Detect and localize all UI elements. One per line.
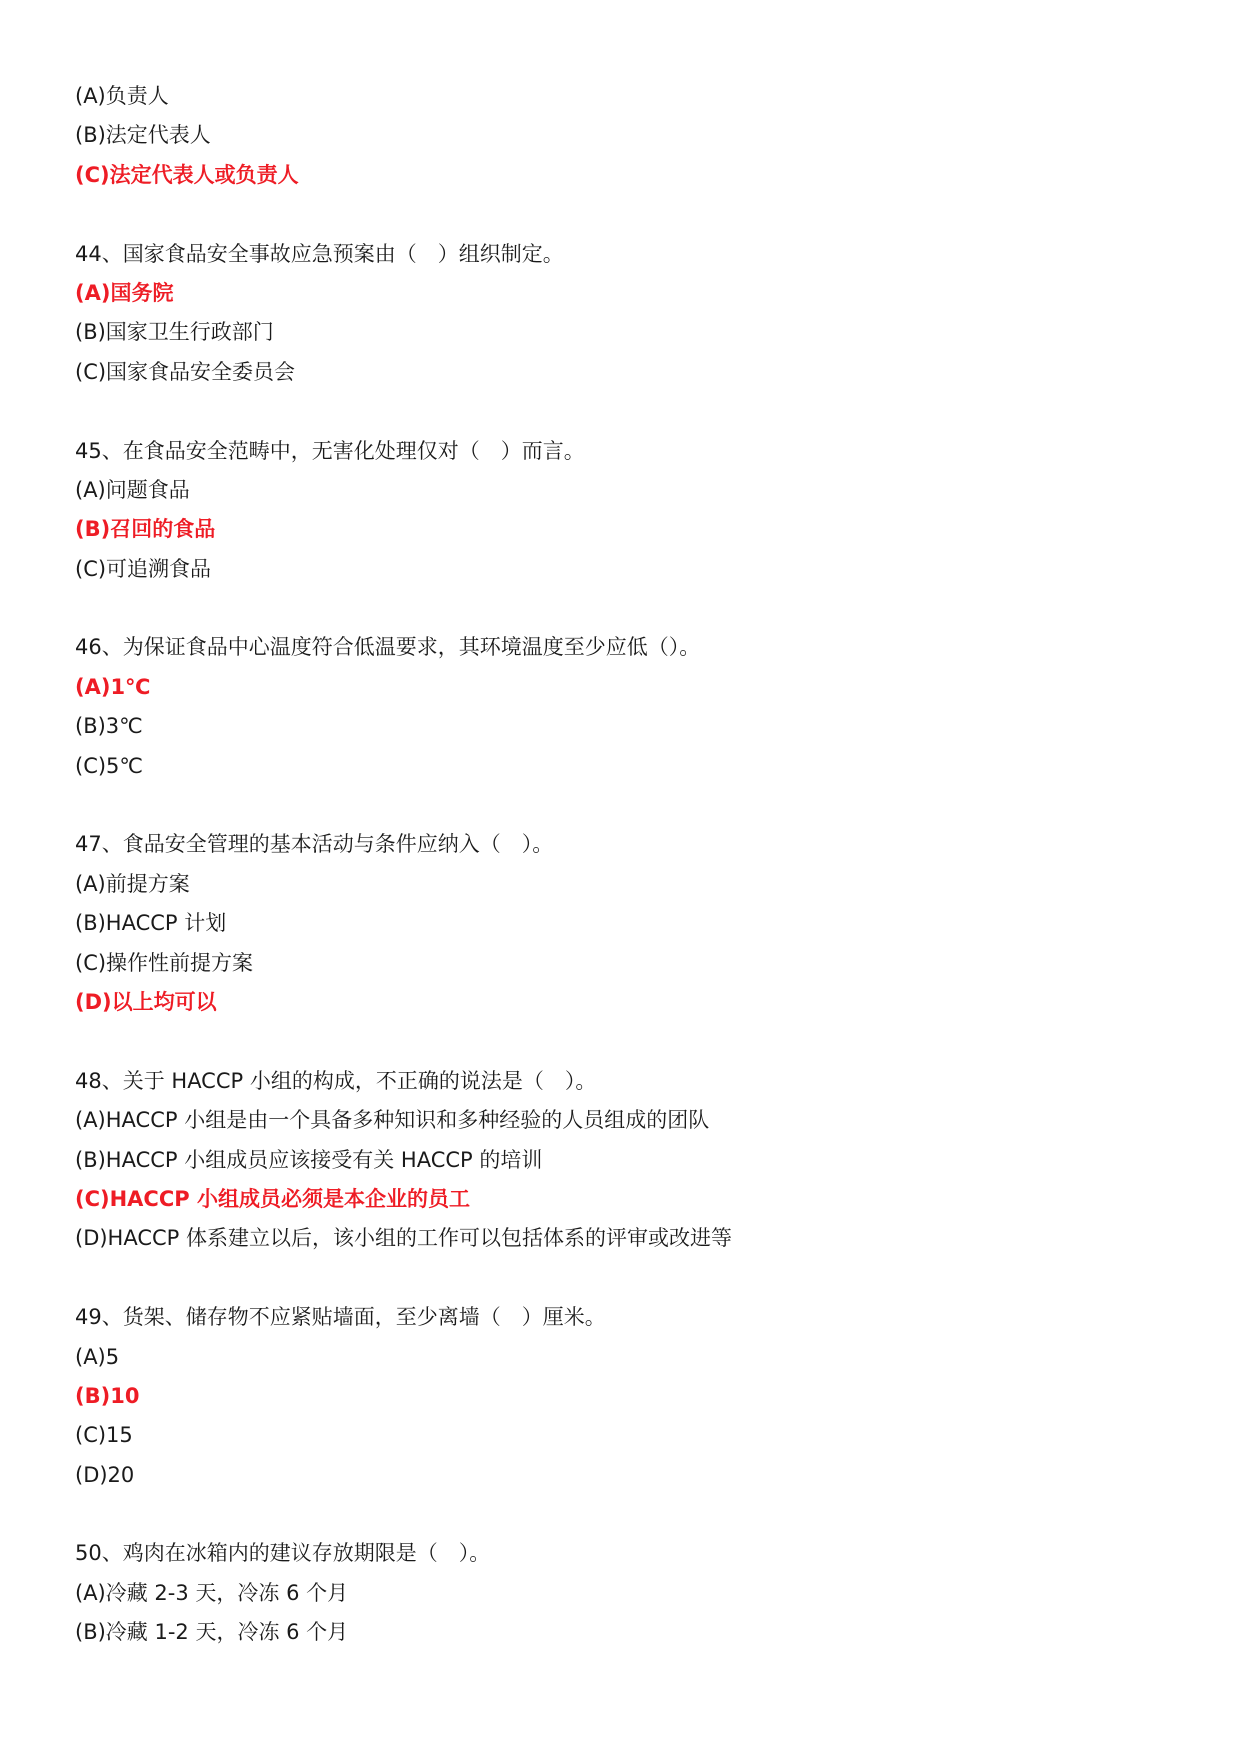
correct-answer-option: (D)以上均可以 bbox=[75, 989, 217, 1014]
correct-answer-option: (C)HACCP 小组成员必须是本企业的员工 bbox=[75, 1186, 470, 1211]
block-spacer bbox=[75, 1022, 1175, 1061]
answer-option: (C)可追溯食品 bbox=[75, 556, 212, 581]
correct-answer-option: (A)国务院 bbox=[75, 280, 174, 305]
question-block bbox=[75, 1534, 1175, 1652]
question-text: 48、关于 HACCP 小组的构成，不正确的说法是（ ）。 bbox=[75, 1068, 597, 1093]
block-spacer bbox=[75, 392, 1175, 431]
question-block bbox=[75, 77, 1175, 195]
question-text: 44、国家食品安全事故应急预案由（ ）组织制定。 bbox=[75, 241, 564, 266]
answer-option: (A)前提方案 bbox=[75, 871, 190, 896]
answer-option: (B)HACCP 计划 bbox=[75, 911, 227, 936]
answer-option: (C)国家食品安全委员会 bbox=[75, 359, 296, 384]
answer-option: (B)HACCP 小组成员应该接受有关 HACCP 的培训 bbox=[75, 1147, 543, 1172]
question-block bbox=[75, 235, 1175, 393]
answer-option: (C)5℃ bbox=[75, 753, 143, 778]
question-text: 50、鸡肉在冰箱内的建议存放期限是（ ）。 bbox=[75, 1541, 491, 1566]
question-block bbox=[75, 1298, 1175, 1495]
block-spacer bbox=[75, 786, 1175, 825]
answer-option: (A)负责人 bbox=[75, 84, 169, 108]
answer-option: (B)国家卫生行政部门 bbox=[75, 320, 274, 345]
question-text: 49、货架、储存物不应紧贴墙面，至少离墙（ ）厘米。 bbox=[75, 1305, 606, 1330]
answer-option: (C)15 bbox=[75, 1423, 133, 1448]
question-block bbox=[75, 628, 1175, 786]
answer-option: (C)操作性前提方案 bbox=[75, 950, 254, 975]
answer-option: (B)法定代表人 bbox=[75, 123, 211, 148]
correct-answer-option: (B)召回的食品 bbox=[75, 517, 216, 542]
question-text: 45、在食品安全范畴中，无害化处理仅对（ ）而言。 bbox=[75, 438, 585, 463]
question-block bbox=[75, 432, 1175, 590]
block-spacer bbox=[75, 1259, 1175, 1298]
question-text: 47、食品安全管理的基本活动与条件应纳入（ ）。 bbox=[75, 832, 554, 857]
answer-option: (B)3℃ bbox=[75, 714, 143, 739]
correct-answer-option: (A)1℃ bbox=[75, 674, 151, 699]
answer-option: (D)20 bbox=[75, 1462, 135, 1487]
block-spacer bbox=[75, 589, 1175, 628]
block-spacer bbox=[75, 195, 1175, 234]
question-block bbox=[75, 825, 1175, 1022]
correct-answer-option: (B)10 bbox=[75, 1383, 140, 1408]
block-spacer bbox=[75, 1495, 1175, 1534]
answer-option: (B)冷藏 1-2 天，冷冻 6 个月 bbox=[75, 1620, 349, 1645]
correct-answer-option: (C)法定代表人或负责人 bbox=[75, 162, 299, 187]
answer-option: (A)5 bbox=[75, 1344, 120, 1369]
answer-option: (D)HACCP 体系建立以后，该小组的工作可以包括体系的评审或改进等 bbox=[75, 1226, 733, 1251]
answer-option: (A)冷藏 2-3 天，冷冻 6 个月 bbox=[75, 1580, 349, 1605]
answer-option: (A)问题食品 bbox=[75, 477, 190, 502]
question-block bbox=[75, 1062, 1175, 1259]
question-text: 46、为保证食品中心温度符合低温要求，其环境温度至少应低（）。 bbox=[75, 635, 701, 660]
answer-option: (A)HACCP 小组是由一个具备多种知识和多种经验的人员组成的团队 bbox=[75, 1108, 710, 1133]
document-page bbox=[75, 77, 1175, 1653]
